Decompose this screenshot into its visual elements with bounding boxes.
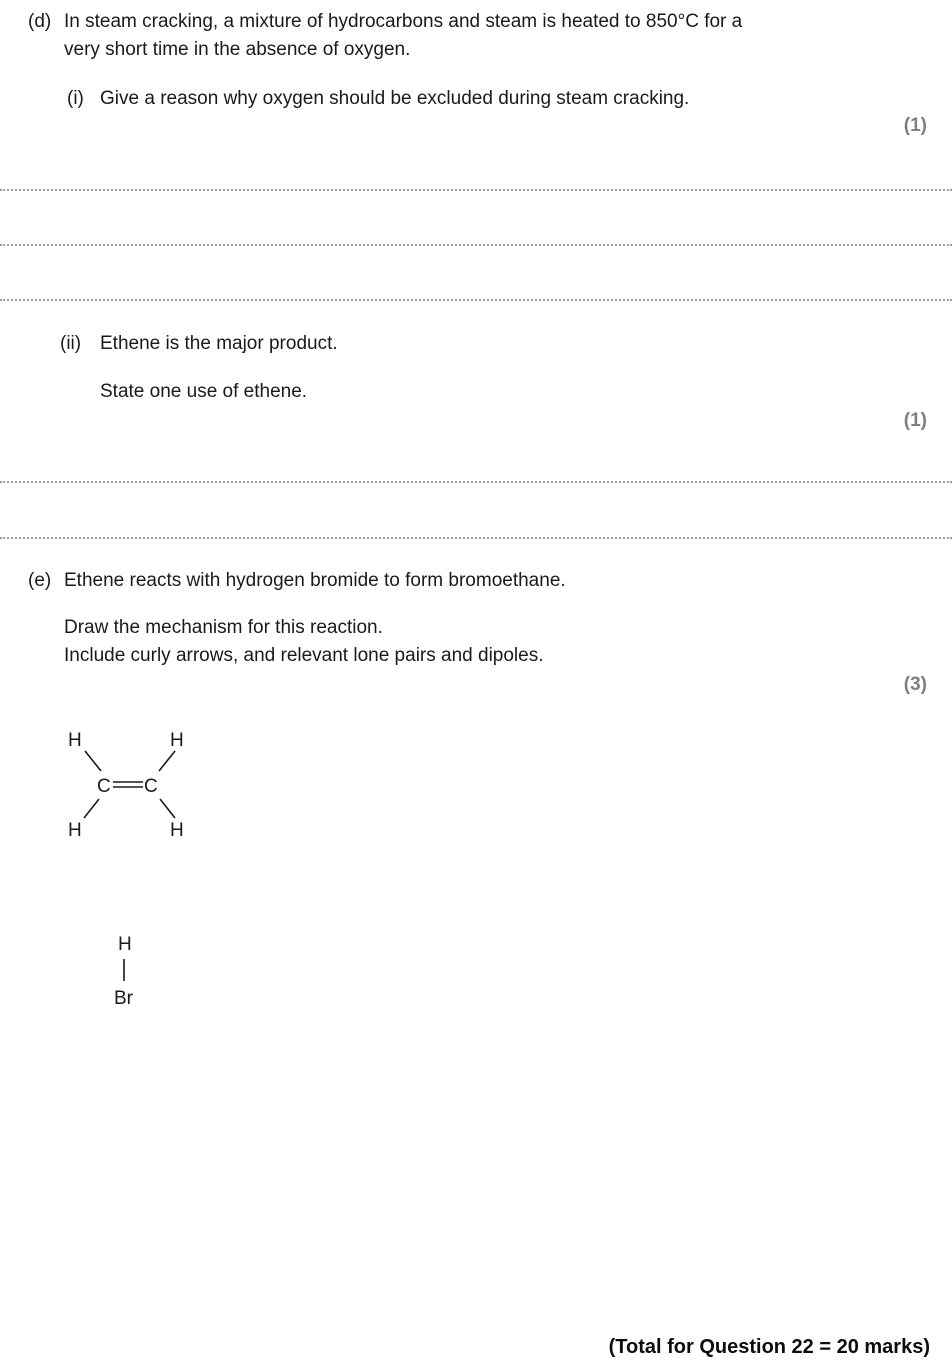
- part-ii-statement: Ethene is the major product.: [100, 333, 338, 354]
- ethene-c-right: C: [144, 776, 158, 797]
- answer-line: [0, 189, 952, 191]
- bond-h-c-top-right: [159, 751, 175, 771]
- ethene-h-top-right: H: [170, 730, 184, 751]
- answer-line: [0, 537, 952, 539]
- question-d-text: [64, 8, 894, 64]
- part-ii-label: (ii): [60, 333, 82, 354]
- part-i-marks: (1): [903, 115, 927, 136]
- question-e-instruction1: Draw the mechanism for this reaction.: [64, 617, 383, 638]
- hbr-br-atom: Br: [114, 988, 133, 1009]
- answer-line: [0, 244, 952, 246]
- question-d-text-line2: very short time in the absence of oxygen.: [64, 39, 411, 60]
- part-i-prompt: Give a reason why oxygen should be excluded during steam cracking.: [100, 88, 690, 109]
- part-i-label: (i): [67, 88, 84, 109]
- question-e-marks: (3): [903, 674, 927, 695]
- ethene-h-bottom-right: H: [170, 820, 184, 841]
- ethene-h-bottom-left: H: [68, 820, 82, 841]
- question-e-label: (e): [28, 570, 52, 591]
- question-d-label: (d): [28, 11, 52, 32]
- bond-h-c-top-left: [85, 751, 101, 771]
- question-e-statement: Ethene reacts with hydrogen bromide to form bromoethane.: [64, 570, 566, 591]
- part-ii-marks: (1): [903, 410, 927, 431]
- hbr-h-atom: H: [118, 934, 132, 955]
- ethene-c-left: C: [97, 776, 111, 797]
- hydrogen-bromide-structure: [110, 928, 160, 1016]
- question-d-text-line1: In steam cracking, a mixture of hydrocarbons and steam is heated to 850°C for a: [64, 11, 743, 32]
- answer-line: [0, 481, 952, 483]
- bond-h-c-bottom-right: [160, 799, 175, 818]
- question-e-instruction2: Include curly arrows, and relevant lone pairs and dipoles.: [64, 645, 544, 666]
- part-ii-prompt: State one use of ethene.: [100, 381, 308, 402]
- ethene-h-top-left: H: [68, 730, 82, 751]
- answer-line: [0, 299, 952, 301]
- question-total: (Total for Question 22 = 20 marks): [608, 1336, 930, 1358]
- ethene-structure: [60, 722, 200, 844]
- bond-h-c-bottom-left: [84, 799, 99, 818]
